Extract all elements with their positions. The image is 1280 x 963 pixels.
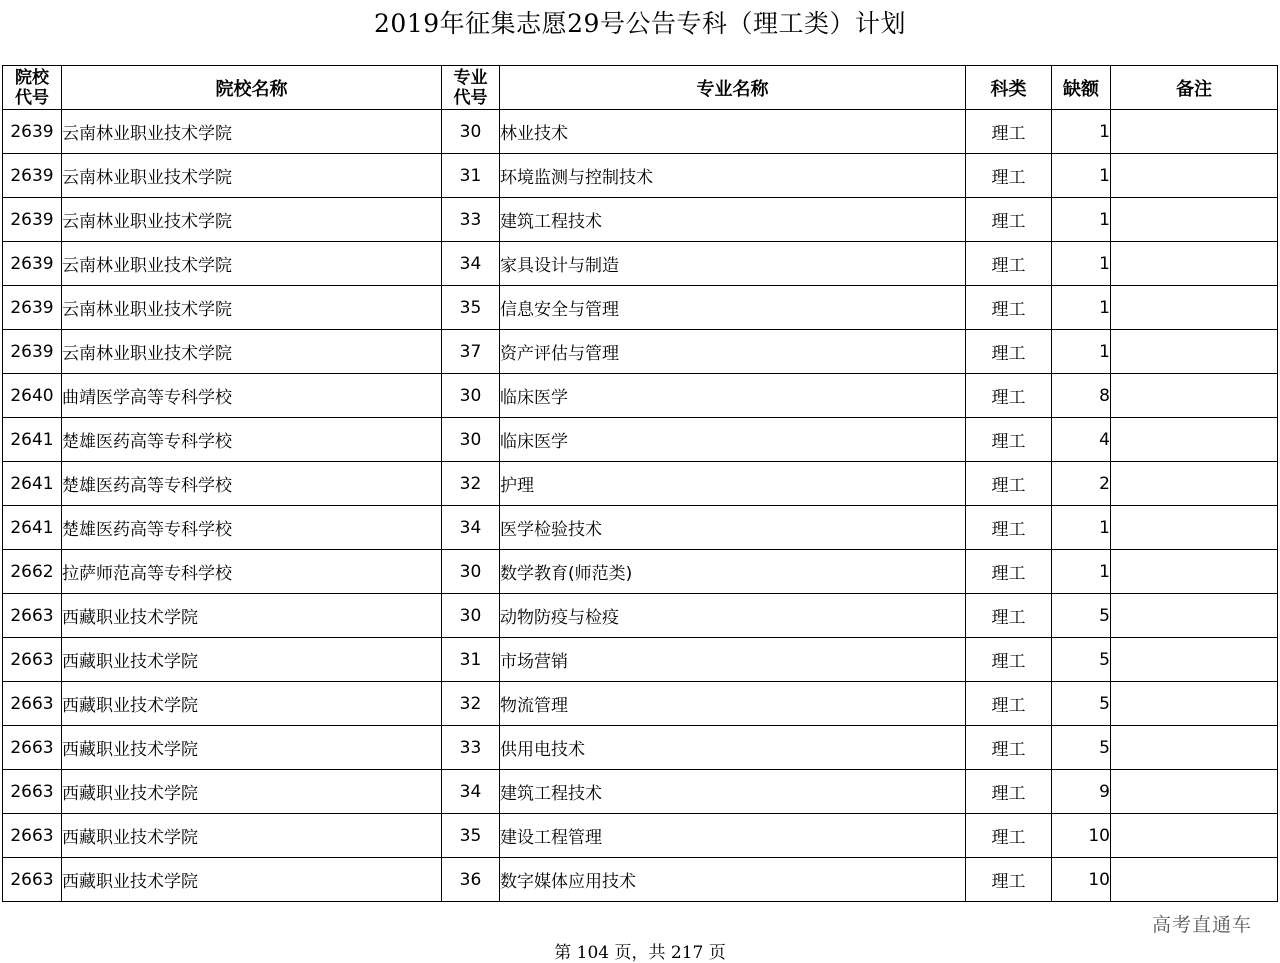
cell-school-code: 2662 bbox=[3, 550, 62, 594]
cell-major-code: 35 bbox=[442, 286, 500, 330]
header-category: 科类 bbox=[966, 66, 1052, 110]
cell-remarks bbox=[1111, 594, 1278, 638]
table-row bbox=[3, 198, 1278, 242]
cell-school-name: 西藏职业技术学院 bbox=[62, 814, 442, 858]
cell-school-code: 2639 bbox=[3, 198, 62, 242]
cell-school-name: 云南林业职业技术学院 bbox=[62, 242, 442, 286]
header-major-code-line2: 代号 bbox=[453, 87, 488, 108]
cell-category: 理工 bbox=[966, 814, 1052, 858]
cell-major-code: 31 bbox=[442, 638, 500, 682]
cell-major-name: 信息安全与管理 bbox=[500, 286, 966, 330]
cell-category: 理工 bbox=[966, 506, 1052, 550]
cell-major-code: 30 bbox=[442, 110, 500, 154]
cell-major-code: 33 bbox=[442, 726, 500, 770]
cell-remarks bbox=[1111, 682, 1278, 726]
cell-major-code: 32 bbox=[442, 462, 500, 506]
cell-major-code: 32 bbox=[442, 682, 500, 726]
cell-category: 理工 bbox=[966, 110, 1052, 154]
header-school-name: 院校名称 bbox=[62, 66, 442, 110]
cell-school-name: 楚雄医药高等专科学校 bbox=[62, 418, 442, 462]
header-major-code-line1: 专业 bbox=[453, 67, 488, 88]
cell-quota: 1 bbox=[1052, 242, 1111, 286]
table-row bbox=[3, 242, 1278, 286]
cell-major-code: 36 bbox=[442, 858, 500, 902]
cell-major-name: 建设工程管理 bbox=[500, 814, 966, 858]
cell-category: 理工 bbox=[966, 242, 1052, 286]
table-row bbox=[3, 770, 1278, 814]
table-row bbox=[3, 462, 1278, 506]
cell-major-name: 护理 bbox=[500, 462, 966, 506]
cell-major-name: 数字媒体应用技术 bbox=[500, 858, 966, 902]
header-school-code-line2: 代号 bbox=[15, 87, 49, 108]
table-row bbox=[3, 638, 1278, 682]
cell-remarks bbox=[1111, 330, 1278, 374]
header-quota: 缺额 bbox=[1052, 66, 1111, 110]
cell-school-code: 2639 bbox=[3, 110, 62, 154]
cell-category: 理工 bbox=[966, 374, 1052, 418]
table-body bbox=[3, 110, 1278, 902]
cell-remarks bbox=[1111, 726, 1278, 770]
watermark-text: 高考直通车 bbox=[1151, 914, 1252, 936]
cell-school-name: 西藏职业技术学院 bbox=[62, 770, 442, 814]
cell-major-code: 34 bbox=[442, 506, 500, 550]
cell-category: 理工 bbox=[966, 418, 1052, 462]
cell-remarks bbox=[1111, 858, 1278, 902]
cell-major-code: 31 bbox=[442, 154, 500, 198]
table-row bbox=[3, 858, 1278, 902]
cell-major-code: 34 bbox=[442, 770, 500, 814]
cell-major-name: 临床医学 bbox=[500, 374, 966, 418]
cell-school-name: 西藏职业技术学院 bbox=[62, 638, 442, 682]
cell-school-code: 2663 bbox=[3, 770, 62, 814]
cell-remarks bbox=[1111, 154, 1278, 198]
page-footer: 第 104 页，共 217 页 bbox=[554, 943, 726, 963]
cell-school-name: 楚雄医药高等专科学校 bbox=[62, 506, 442, 550]
cell-school-code: 2663 bbox=[3, 638, 62, 682]
table-row bbox=[3, 286, 1278, 330]
cell-major-name: 家具设计与制造 bbox=[500, 242, 966, 286]
cell-school-code: 2639 bbox=[3, 330, 62, 374]
cell-quota: 9 bbox=[1052, 770, 1111, 814]
table-row bbox=[3, 418, 1278, 462]
cell-major-code: 30 bbox=[442, 594, 500, 638]
cell-major-name: 资产评估与管理 bbox=[500, 330, 966, 374]
cell-major-name: 供用电技术 bbox=[500, 726, 966, 770]
table-row bbox=[3, 110, 1278, 154]
cell-major-name: 环境监测与控制技术 bbox=[500, 154, 966, 198]
cell-school-code: 2641 bbox=[3, 506, 62, 550]
cell-school-code: 2663 bbox=[3, 594, 62, 638]
cell-category: 理工 bbox=[966, 330, 1052, 374]
cell-major-code: 30 bbox=[442, 418, 500, 462]
cell-category: 理工 bbox=[966, 154, 1052, 198]
cell-major-name: 建筑工程技术 bbox=[500, 770, 966, 814]
cell-major-name: 物流管理 bbox=[500, 682, 966, 726]
cell-remarks bbox=[1111, 462, 1278, 506]
cell-remarks bbox=[1111, 418, 1278, 462]
cell-school-code: 2663 bbox=[3, 858, 62, 902]
cell-major-name: 医学检验技术 bbox=[500, 506, 966, 550]
cell-quota: 10 bbox=[1052, 858, 1111, 902]
table-row bbox=[3, 506, 1278, 550]
cell-remarks bbox=[1111, 374, 1278, 418]
cell-quota: 1 bbox=[1052, 198, 1111, 242]
cell-major-code: 35 bbox=[442, 814, 500, 858]
cell-major-code: 33 bbox=[442, 198, 500, 242]
cell-school-name: 西藏职业技术学院 bbox=[62, 858, 442, 902]
table-row bbox=[3, 374, 1278, 418]
cell-quota: 1 bbox=[1052, 330, 1111, 374]
cell-remarks bbox=[1111, 110, 1278, 154]
cell-remarks bbox=[1111, 638, 1278, 682]
cell-school-code: 2639 bbox=[3, 242, 62, 286]
table-row bbox=[3, 330, 1278, 374]
cell-school-code: 2663 bbox=[3, 814, 62, 858]
cell-quota: 4 bbox=[1052, 418, 1111, 462]
cell-school-name: 拉萨师范高等专科学校 bbox=[62, 550, 442, 594]
cell-remarks bbox=[1111, 506, 1278, 550]
header-major-code bbox=[442, 66, 500, 110]
cell-major-code: 37 bbox=[442, 330, 500, 374]
table-header-row bbox=[3, 66, 1278, 110]
cell-school-code: 2641 bbox=[3, 418, 62, 462]
cell-category: 理工 bbox=[966, 638, 1052, 682]
table-row bbox=[3, 814, 1278, 858]
cell-major-name: 动物防疫与检疫 bbox=[500, 594, 966, 638]
cell-major-name: 数学教育(师范类) bbox=[500, 550, 966, 594]
cell-school-name: 云南林业职业技术学院 bbox=[62, 198, 442, 242]
cell-school-name: 云南林业职业技术学院 bbox=[62, 286, 442, 330]
cell-school-name: 云南林业职业技术学院 bbox=[62, 154, 442, 198]
cell-remarks bbox=[1111, 242, 1278, 286]
cell-school-code: 2641 bbox=[3, 462, 62, 506]
cell-school-name: 楚雄医药高等专科学校 bbox=[62, 462, 442, 506]
cell-quota: 5 bbox=[1052, 594, 1111, 638]
cell-remarks bbox=[1111, 814, 1278, 858]
cell-school-name: 西藏职业技术学院 bbox=[62, 682, 442, 726]
cell-quota: 1 bbox=[1052, 506, 1111, 550]
cell-quota: 1 bbox=[1052, 286, 1111, 330]
cell-quota: 10 bbox=[1052, 814, 1111, 858]
header-school-code bbox=[3, 66, 62, 110]
cell-remarks bbox=[1111, 198, 1278, 242]
cell-school-code: 2640 bbox=[3, 374, 62, 418]
cell-school-name: 曲靖医学高等专科学校 bbox=[62, 374, 442, 418]
cell-major-name: 林业技术 bbox=[500, 110, 966, 154]
cell-quota: 5 bbox=[1052, 726, 1111, 770]
cell-remarks bbox=[1111, 770, 1278, 814]
cell-category: 理工 bbox=[966, 550, 1052, 594]
cell-major-name: 建筑工程技术 bbox=[500, 198, 966, 242]
cell-category: 理工 bbox=[966, 198, 1052, 242]
document-title: 2019年征集志愿29号公告专科（理工类）计划 bbox=[374, 9, 906, 38]
cell-school-code: 2639 bbox=[3, 154, 62, 198]
cell-remarks bbox=[1111, 550, 1278, 594]
cell-quota: 5 bbox=[1052, 638, 1111, 682]
enrollment-plan-table bbox=[2, 65, 1278, 902]
cell-quota: 1 bbox=[1052, 550, 1111, 594]
cell-category: 理工 bbox=[966, 682, 1052, 726]
cell-major-code: 30 bbox=[442, 550, 500, 594]
header-major-name: 专业名称 bbox=[500, 66, 966, 110]
table-row bbox=[3, 594, 1278, 638]
cell-school-code: 2639 bbox=[3, 286, 62, 330]
cell-category: 理工 bbox=[966, 858, 1052, 902]
table-row bbox=[3, 154, 1278, 198]
cell-school-name: 云南林业职业技术学院 bbox=[62, 330, 442, 374]
cell-major-name: 市场营销 bbox=[500, 638, 966, 682]
table-row bbox=[3, 682, 1278, 726]
cell-quota: 1 bbox=[1052, 154, 1111, 198]
cell-category: 理工 bbox=[966, 770, 1052, 814]
cell-school-name: 西藏职业技术学院 bbox=[62, 726, 442, 770]
cell-category: 理工 bbox=[966, 594, 1052, 638]
cell-category: 理工 bbox=[966, 726, 1052, 770]
cell-quota: 2 bbox=[1052, 462, 1111, 506]
cell-quota: 8 bbox=[1052, 374, 1111, 418]
cell-quota: 1 bbox=[1052, 110, 1111, 154]
table-row bbox=[3, 726, 1278, 770]
cell-category: 理工 bbox=[966, 286, 1052, 330]
cell-major-name: 临床医学 bbox=[500, 418, 966, 462]
header-school-code-line1: 院校 bbox=[15, 67, 49, 88]
cell-school-code: 2663 bbox=[3, 682, 62, 726]
cell-remarks bbox=[1111, 286, 1278, 330]
cell-major-code: 34 bbox=[442, 242, 500, 286]
cell-category: 理工 bbox=[966, 462, 1052, 506]
table-row bbox=[3, 550, 1278, 594]
cell-school-name: 云南林业职业技术学院 bbox=[62, 110, 442, 154]
cell-quota: 5 bbox=[1052, 682, 1111, 726]
cell-school-name: 西藏职业技术学院 bbox=[62, 594, 442, 638]
header-remarks: 备注 bbox=[1111, 66, 1278, 110]
cell-school-code: 2663 bbox=[3, 726, 62, 770]
cell-major-code: 30 bbox=[442, 374, 500, 418]
